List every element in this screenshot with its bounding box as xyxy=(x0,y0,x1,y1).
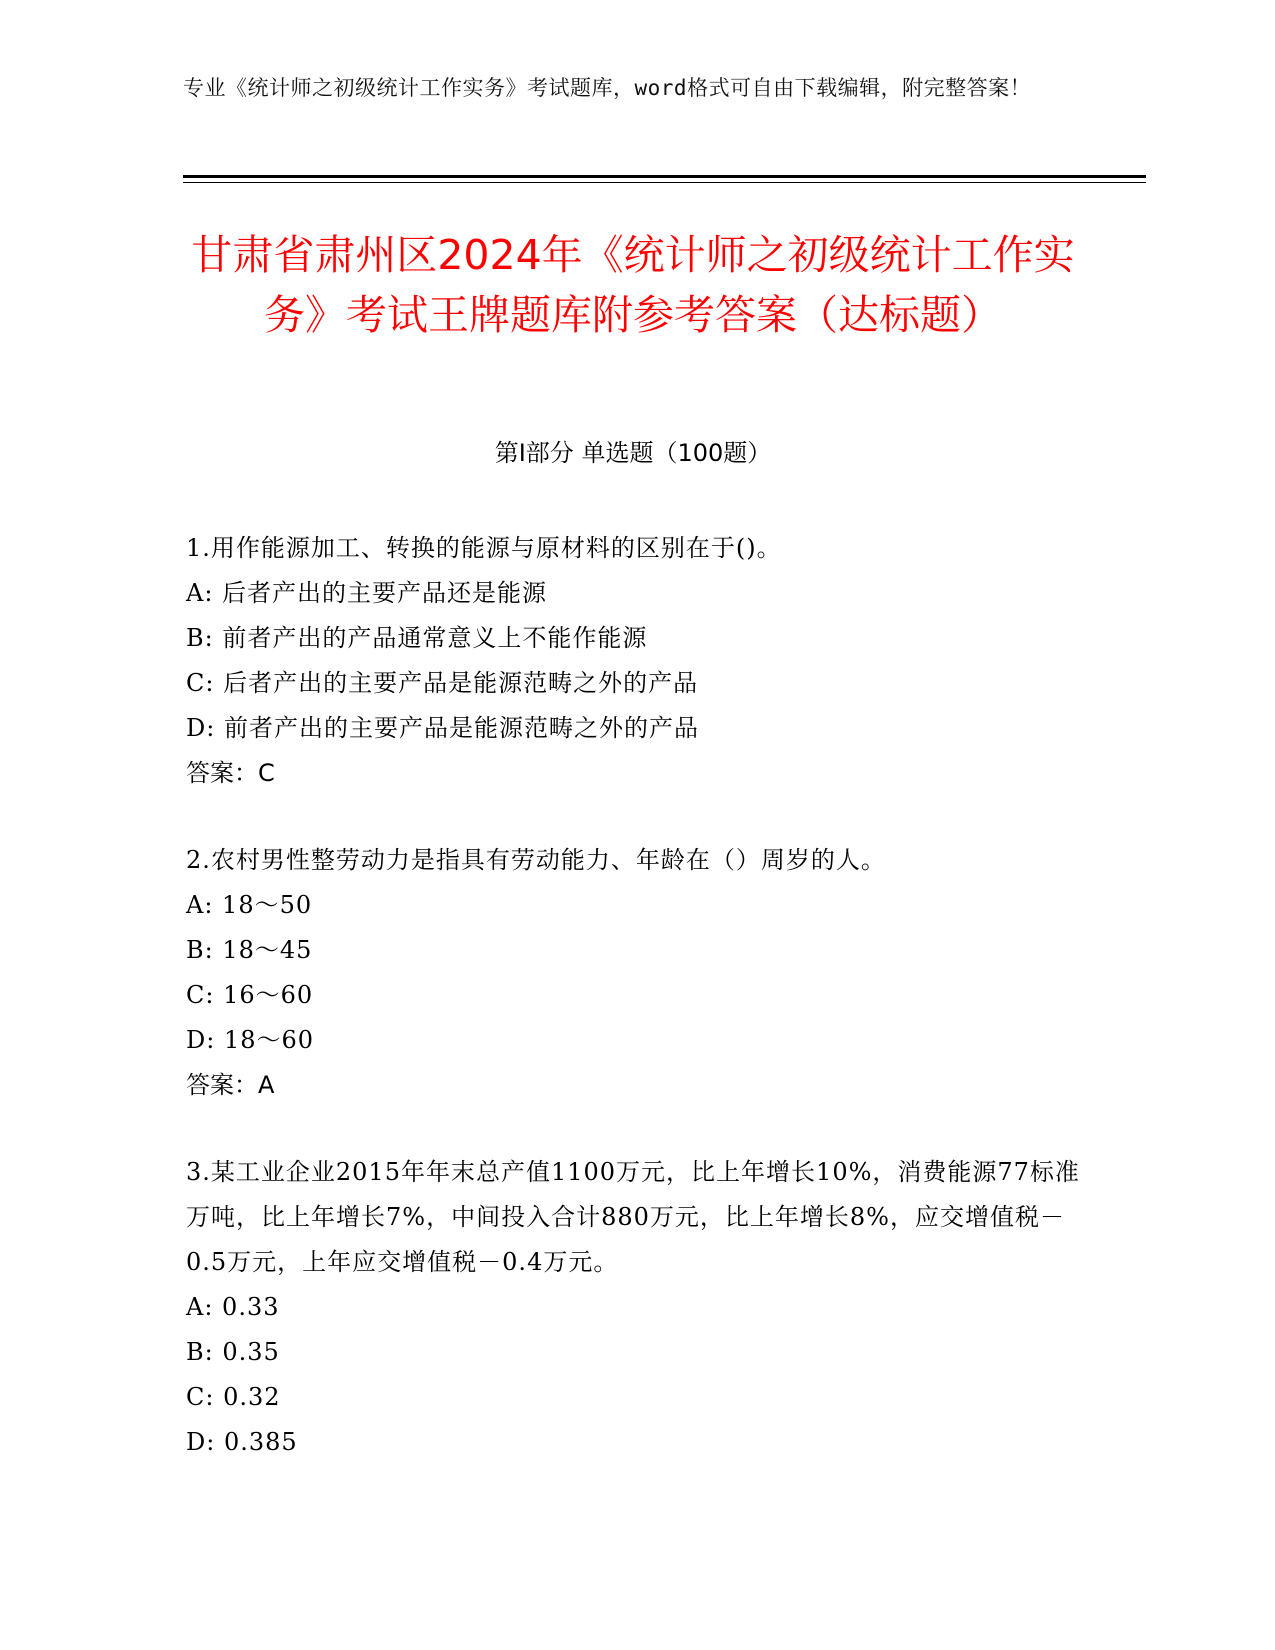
question-stem: 2.农村男性整劳动力是指具有劳动能力、年龄在（）周岁的人。 xyxy=(186,846,886,874)
option-c: C: 16～60 xyxy=(186,981,314,1009)
question-2 xyxy=(186,838,1086,1108)
document-title: 甘肃省肃州区2024年《统计师之初级统计工作实务》考试王牌题库附参考答案（达标题） xyxy=(191,231,1075,339)
option-a: A: 18～50 xyxy=(186,891,313,919)
option-b: B: 18～45 xyxy=(186,936,313,964)
option-b: B: 0.35 xyxy=(186,1338,280,1366)
option-c: C: 后者产出的主要产品是能源范畴之外的产品 xyxy=(186,669,699,697)
question-1 xyxy=(186,526,1086,796)
question-stem: 3.某工业企业2015年年末总产值1100万元，比上年增长10%，消费能源77标准万吨，比上年增长7%，中间投入合计880万元，比上年增长8%，应交增值税－0.5万元，上年应交增值税－0.4万元。 xyxy=(186,1158,1080,1276)
header-divider-thick xyxy=(183,175,1146,178)
option-d: D: 0.385 xyxy=(186,1428,298,1456)
section-title: 第Ⅰ部分 单选题（100题） xyxy=(494,439,772,467)
option-a: A: 0.33 xyxy=(186,1293,280,1321)
answer: 答案：C xyxy=(186,759,275,787)
option-c: C: 0.32 xyxy=(186,1383,281,1411)
header-note: 专业《统计师之初级统计工作实务》考试题库，word格式可自由下载编辑，附完整答案！ xyxy=(183,76,1032,100)
answer: 答案：A xyxy=(186,1071,275,1099)
option-b: B: 前者产出的产品通常意义上不能作能源 xyxy=(186,624,648,652)
option-a: A: 后者产出的主要产品还是能源 xyxy=(186,579,548,607)
option-d: D: 前者产出的主要产品是能源范畴之外的产品 xyxy=(186,714,699,742)
option-d: D: 18～60 xyxy=(186,1026,315,1054)
header-divider-thin xyxy=(183,182,1146,183)
question-3 xyxy=(186,1150,1086,1465)
question-stem: 1.用作能源加工、转换的能源与原材料的区别在于()。 xyxy=(186,534,782,562)
question-list xyxy=(186,526,1086,1507)
